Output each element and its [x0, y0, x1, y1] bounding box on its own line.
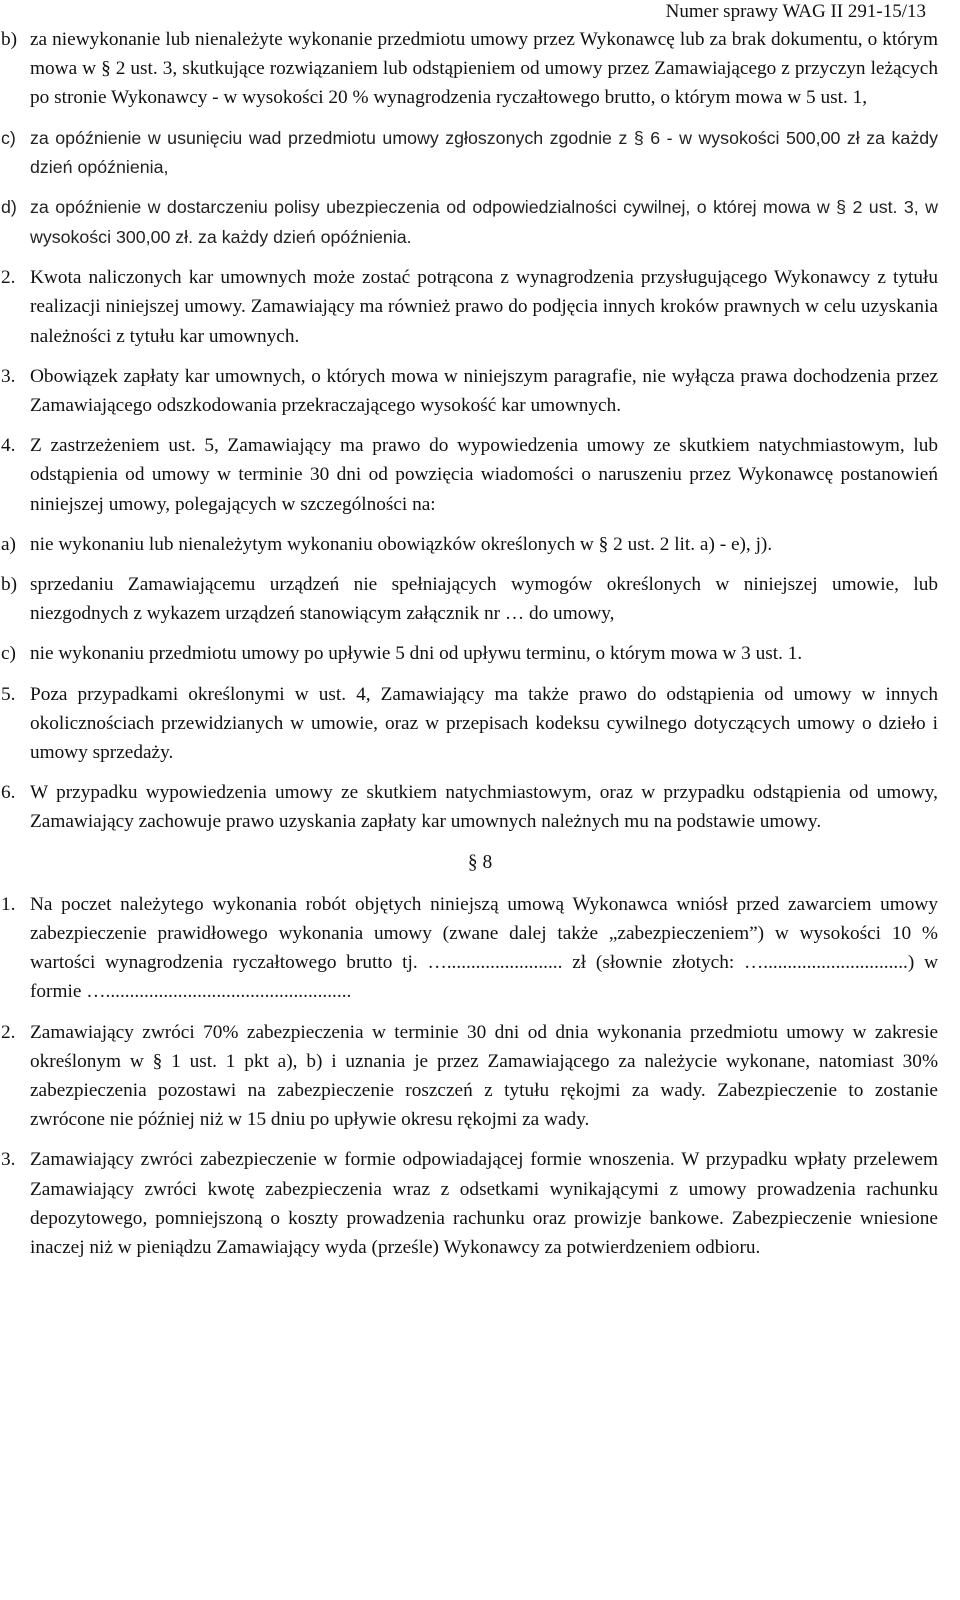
paragraph-2 [0, 263, 938, 351]
item-text: za opóźnienie w usunięciu wad przedmiotu umowy zgłoszonych zgodnie z § 6 - w wysokości 500,00 zł za każdy dzień opóźnienia, [30, 127, 938, 178]
item-text: nie wykonaniu lub nienależytym wykonaniu obowiązków określonych w § 2 ust. 2 lit. a) - e), j). [30, 533, 773, 555]
section-heading: § 8 [467, 851, 493, 873]
item-text: Z zastrzeżeniem ust. 5, Zamawiający ma prawo do wypowiedzenia umowy ze skutkiem natychmiastowym, lub odstąpienia od umowy w terminie 30 dni od powzięcia wiadomości o naruszeniu przez Wykonawcę postanowień niniejszej umowy, polegających w szczególności na: [30, 435, 938, 515]
item-label: d) [1, 197, 17, 218]
list-item-termination-c [0, 639, 938, 668]
list-item-penalty-b [0, 25, 938, 113]
item-text: Poza przypadkami określonymi w ust. 4, Zamawiający ma także prawo do odstąpienia od umowy w innych okolicznościach przewidzianych w umowie, oraz w przepisach kodeksu cywilnego dotyczących umowy o dzieło i umowy sprzedaży. [30, 683, 938, 764]
section-paragraph-3 [0, 1145, 938, 1262]
item-label: b) [1, 29, 18, 50]
item-text: sprzedaniu Zamawiającemu urządzeń nie spełniających wymogów określonych w niniejszej umowie, lub niezgodnych z wykazem urządzeń stanowiącym załącznik nr … do umowy, [30, 574, 938, 625]
section-paragraph-2 [0, 1018, 938, 1135]
item-text: za niewykonanie lub nienależyte wykonanie przedmiotu umowy przez Wykonawcę lub za brak dokumentu, o którym mowa w § 2 ust. 3, skutkujące rozwiązaniem lub odstąpieniem od umowy przez Zamawiającego z przyczyn leżących po stronie Wykonawcy - w wysokości 20 % wynagrodzenia ryczałtowego brutto, o którym mowa w 5 ust. 1, [30, 29, 938, 109]
item-label: 3. [1, 365, 16, 387]
item-text: Obowiązek zapłaty kar umownych, o których mowa w niniejszym paragrafie, nie wyłącza prawa dochodzenia przez Zamawiającego odszkodowania przekraczającego wysokość kar umownych. [30, 365, 938, 417]
item-label: c) [1, 643, 16, 665]
paragraph-6 [0, 778, 938, 836]
item-text: za opóźnienie w dostarczeniu polisy ubezpieczenia od odpowiedzialności cywilnej, o której mowa w § 2 ust. 3, w wysokości 300,00 zł. za każdy dzień opóźnienia. [30, 197, 938, 247]
item-label: 6. [1, 782, 16, 804]
item-text: Zamawiający zwróci 70% zabezpieczenia w terminie 30 dni od dnia wykonania przedmiotu umowy w zakresie określonym w § 1 ust. 1 pkt a), b) i uznania je przez Zamawiającego za należycie wykonane, natomiast 30% zabezpieczenia pozostawi na zabezpieczenie roszczeń z tytułu rękojmi za wady. Zabezpieczenie to zostanie zwrócone nie później niż w 15 dniu po upływie okresu rękojmi za wady. [30, 1021, 938, 1131]
item-text: W przypadku wypowiedzenia umowy ze skutkiem natychmiastowym, oraz w przypadku odstąpienia od umowy, Zamawiający zachowuje prawo uzyskania zapłaty kar umownych należnych mu na podstawie umowy. [30, 782, 938, 833]
list-item-termination-b [0, 570, 938, 628]
item-text: Na poczet należytego wykonania robót objętych niniejszą umową Wykonawca wniósł przed zawarciem umowy zabezpieczenie prawidłowego wykonania umowy (zwane dalej także „zabezpieczeniem”) w wysokości 10 % wartości wynagrodzenia ryczałtowego brutto tj. …........................ zł (słownie złotych: …..............................) w formie …................................................... [30, 893, 938, 1003]
item-text: nie wykonaniu przedmiotu umowy po upływie 5 dni od upływu terminu, o którym mowa w 3 ust. 1. [30, 643, 803, 665]
section-paragraph-1 [0, 890, 938, 1007]
document-body [0, 25, 960, 1262]
item-label: 2. [1, 267, 16, 289]
paragraph-5 [0, 680, 938, 768]
item-label: 4. [1, 435, 16, 457]
paragraph-4 [0, 431, 938, 519]
item-label: c) [1, 127, 16, 148]
paragraph-3 [0, 362, 938, 420]
item-text: Kwota naliczonych kar umownych może zostać potrącona z wynagrodzenia przysługującego Wykonawcy z tytułu realizacji niniejszej umowy. Zamawiający ma również prawo do podjęcia innych kroków prawnych w celu uzyskania należności z tytułu kar umownych. [30, 267, 938, 347]
item-label: 5. [1, 683, 16, 705]
item-label: 2. [1, 1021, 16, 1043]
list-item-penalty-d [0, 193, 938, 252]
case-number-header: Numer sprawy WAG II 291-15/13 [665, 1, 926, 22]
item-label: b) [1, 574, 18, 596]
item-text: Zamawiający zwróci zabezpieczenie w formie odpowiadającej formie wnoszenia. W przypadku wpłaty przelewem Zamawiający zwróci kwotę zabezpieczenia wraz z odsetkami wynikającymi z umowy prowadzenia rachunku depozytowego, pomniejszoną o koszty prowadzenia rachunku oraz prowizje bankowe. Zabezpieczenie wniesione inaczej niż w pieniądzu Zamawiający wyda (prześle) Wykonawcy za potwierdzeniem odbioru. [30, 1149, 938, 1258]
item-label: a) [1, 533, 16, 555]
item-label: 3. [1, 1149, 16, 1171]
list-item-termination-a [0, 530, 938, 559]
item-label: 1. [1, 893, 16, 915]
list-item-penalty-c [0, 124, 938, 183]
